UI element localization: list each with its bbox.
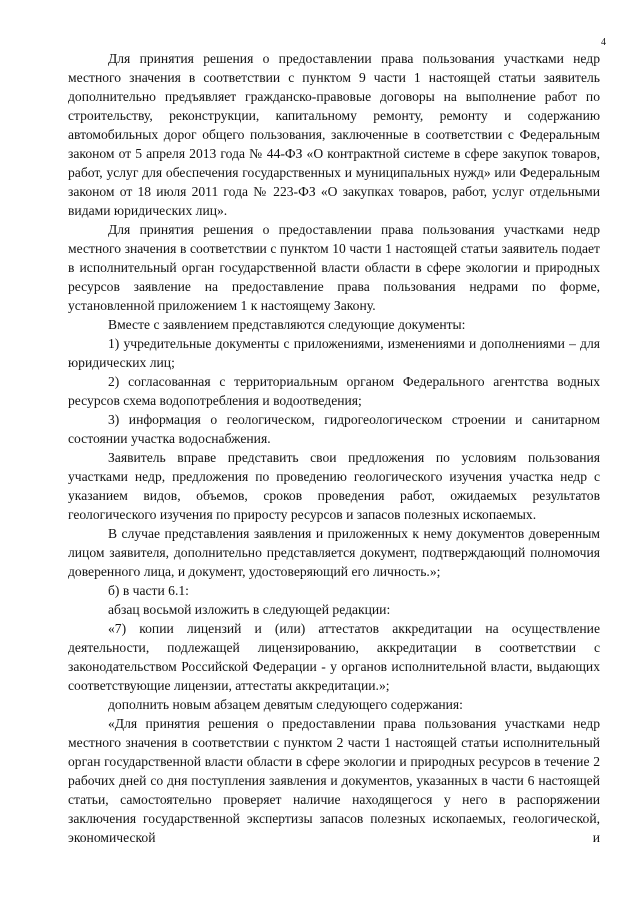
paragraph: Вместе с заявлением представляются следующие документы: [108,317,466,332]
paragraph: «Для принятия решения о предоставлении права пользования участками недр местного значения в соответствии с пунктом 2 части 1 настоящей статьи исполнительный орган государственной власти области в сфере экологии и природных ресурсов в течение 2 рабочих дней со дня поступления заявления и документов, указанных в части 6 настоящей статьи, самостоятельно проверяет наличие находящегося у него в распоряжении заключения государственной экспертизы запасов полезных ископаемых, геологической, экономической и [68,716,600,845]
paragraph: б) в части 6.1: [108,583,189,598]
list-item: 1) учредительные документы с приложениями, изменениями и дополнениями – для юридических лиц; [68,336,600,370]
paragraph: Заявитель вправе представить свои предложения по условиям пользования участками недр, предложения по проведению геологического изучения участка недр с указанием видов, объемов, сроков проведения работ, ожидаемых результатов геологического изучения по приросту ресурсов и запасов полезных ископаемых. [68,450,600,522]
paragraph: Для принятия решения о предоставлении права пользования участками недр местного значения в соответствии с пунктом 10 части 1 настоящей статьи заявитель подает в исполнительный орган государственной власти области в сфере экологии и природных ресурсов заявление на предоставление права пользования недрами по форме, установленной приложением 1 к настоящему Закону. [68,222,600,313]
paragraph: «7) копии лицензий и (или) аттестатов аккредитации на осуществление деятельности, подлежащей лицензированию, аккредитации в соответствии с законодательством Российской Федерации - у органов исполнительной власти, выдающих соответствующие лицензии, аттестаты аккредитации.»; [68,621,600,693]
paragraph: абзац восьмой изложить в следующей редакции: [108,602,391,617]
page-number: 4 [601,37,606,48]
list-item: 3) информация о геологическом, гидрогеологическом строении и санитарном состоянии участка водоснабжения. [68,412,600,446]
paragraph: дополнить новым абзацем девятым следующего содержания: [108,697,463,712]
paragraph: В случае представления заявления и приложенных к нему документов доверенным лицом заявителя, дополнительно представляется документ, подтверждающий полномочия доверенного лица, и документ, удостоверяющий его личность.»; [68,526,600,579]
list-item: 2) согласованная с территориальным органом Федерального агентства водных ресурсов схема водопотребления и водоотведения; [68,374,600,408]
document-body [68,49,600,847]
paragraph: Для принятия решения о предоставлении права пользования участками недр местного значения в соответствии с пунктом 9 части 1 настоящей статьи заявитель дополнительно предъявляет гражданско-правовые договоры на выполнение работ по строительству, реконструкции, капитальному ремонту, ремонту и содержанию автомобильных дорог общего пользования, заключенные в соответствии с Федеральным законом от 5 апреля 2013 года № 44-ФЗ «О контрактной системе в сфере закупок товаров, работ, услуг для обеспечения государственных и муниципальных нужд» или Федеральным законом от 18 июля 2011 года № 223-ФЗ «О закупках товаров, работ, услуг отдельными видами юридических лиц». [68,51,600,218]
